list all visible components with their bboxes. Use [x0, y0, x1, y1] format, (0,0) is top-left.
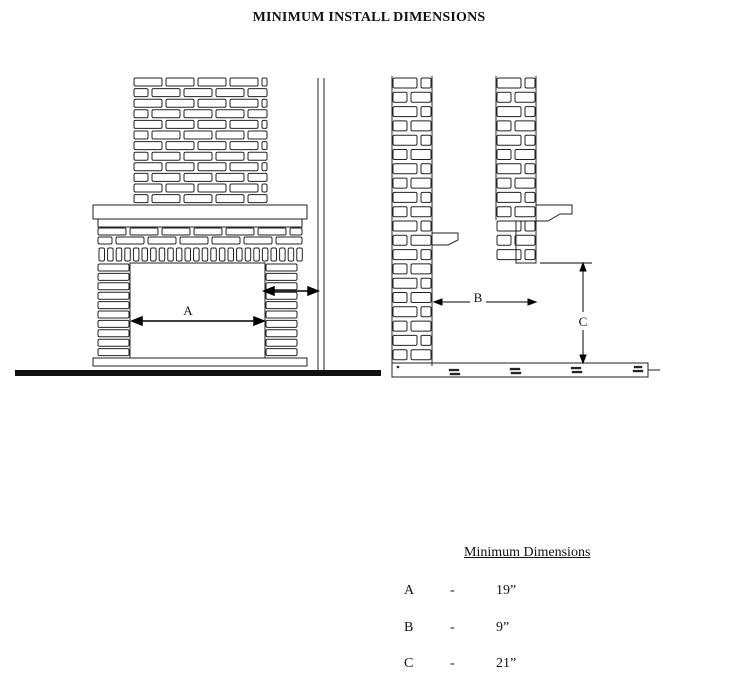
brick	[130, 228, 158, 235]
mantel-shelf	[93, 205, 307, 219]
aggregate-dot	[640, 366, 642, 368]
brick	[266, 320, 297, 327]
brick	[497, 121, 511, 131]
aggregate-dot	[511, 372, 513, 374]
brick	[134, 173, 148, 181]
brick	[262, 120, 267, 128]
brick	[152, 131, 180, 139]
brick	[230, 142, 258, 150]
aggregate-dot	[580, 371, 582, 373]
aggregate-dot	[571, 367, 573, 369]
hearth-step	[516, 221, 536, 263]
brick	[421, 221, 431, 231]
dentil	[108, 248, 114, 261]
brick	[184, 89, 212, 97]
dentil	[211, 248, 217, 261]
brick	[230, 78, 258, 86]
brick	[393, 350, 407, 360]
brick	[515, 207, 535, 217]
brick	[216, 152, 244, 160]
brick	[148, 237, 176, 244]
dentil	[228, 248, 234, 261]
brick	[248, 195, 267, 203]
aggregate-dot	[576, 371, 578, 373]
dentil	[159, 248, 165, 261]
brick	[98, 320, 129, 327]
brick	[258, 228, 286, 235]
brick	[421, 335, 431, 345]
aggregate-dot	[577, 367, 579, 369]
dentil	[125, 248, 131, 261]
brick	[166, 78, 194, 86]
aggregate-dot	[634, 366, 636, 368]
brick	[393, 150, 407, 160]
brick	[525, 221, 535, 231]
row-value: 21”	[496, 656, 517, 671]
dimension-label-b: B	[473, 290, 483, 305]
brick	[421, 78, 431, 88]
brick	[134, 78, 162, 86]
brick	[98, 311, 129, 318]
aggregate-dot	[457, 369, 459, 371]
aggregate-dot	[458, 373, 460, 375]
row-value: 19”	[496, 583, 517, 598]
row-key: C	[404, 656, 414, 671]
side-elevation-view	[392, 76, 660, 377]
brick	[266, 349, 297, 356]
brick	[393, 250, 417, 260]
brick	[184, 195, 212, 203]
brick	[411, 150, 431, 160]
brick	[116, 237, 144, 244]
aggregate-dot	[637, 370, 639, 372]
brick	[411, 207, 431, 217]
brick	[393, 135, 417, 145]
brick	[393, 121, 407, 131]
dentil	[168, 248, 174, 261]
brick	[262, 78, 267, 86]
aggregate-dot	[579, 367, 581, 369]
aggregate-dot	[455, 369, 457, 371]
brick	[497, 92, 511, 102]
brick	[421, 107, 431, 117]
brick	[248, 173, 267, 181]
brick	[216, 173, 244, 181]
dentil	[99, 248, 105, 261]
brick	[525, 192, 535, 202]
dimension-label-c: C	[578, 314, 588, 329]
aggregate-dot	[575, 367, 577, 369]
brick	[230, 163, 258, 171]
dentil	[288, 248, 294, 261]
brick	[421, 135, 431, 145]
brick	[393, 264, 407, 274]
dimension-c	[540, 263, 592, 363]
brick	[152, 110, 180, 118]
brick	[152, 89, 180, 97]
row-dash: -	[450, 656, 455, 671]
brick	[411, 235, 431, 245]
brick	[180, 237, 208, 244]
aggregate-dot	[578, 371, 580, 373]
brick	[198, 78, 226, 86]
brick	[152, 173, 180, 181]
brick	[198, 163, 226, 171]
brick	[98, 339, 129, 346]
dentil	[297, 248, 303, 261]
dentil	[202, 248, 208, 261]
brick	[98, 349, 129, 356]
left-column-brickwork	[393, 78, 431, 360]
page-title: MINIMUM INSTALL DIMENSIONS	[252, 10, 486, 25]
aggregate-dot	[636, 366, 638, 368]
brick	[421, 192, 431, 202]
chimney-brickwork	[134, 78, 267, 203]
hearth-base	[93, 358, 307, 366]
brick	[98, 330, 129, 337]
aggregate-dot	[572, 371, 574, 373]
brick	[152, 152, 180, 160]
row-dash: -	[450, 620, 455, 635]
brick	[393, 321, 407, 331]
dimension-b	[434, 299, 536, 305]
brick	[166, 142, 194, 150]
brick	[411, 321, 431, 331]
brick	[98, 237, 112, 244]
brick	[525, 78, 535, 88]
brick	[497, 135, 521, 145]
brick	[198, 184, 226, 192]
dentil	[271, 248, 277, 261]
brick	[184, 131, 212, 139]
brick	[266, 339, 297, 346]
brick	[262, 99, 267, 107]
brick	[262, 142, 267, 150]
brick	[216, 195, 244, 203]
left-shelf-bracket	[432, 233, 458, 245]
brick	[262, 184, 267, 192]
brick	[393, 307, 417, 317]
brick	[515, 150, 535, 160]
brick	[134, 110, 148, 118]
brick	[497, 207, 511, 217]
brick	[515, 178, 535, 188]
dentil	[151, 248, 157, 261]
brick	[393, 221, 417, 231]
brick	[244, 237, 272, 244]
brick	[393, 107, 417, 117]
dentil	[142, 248, 148, 261]
brick	[266, 264, 297, 271]
brick	[98, 292, 129, 299]
brick	[216, 89, 244, 97]
brick	[166, 163, 194, 171]
aggregate-dot	[453, 369, 455, 371]
brick	[198, 99, 226, 107]
brick	[421, 164, 431, 174]
dentil	[254, 248, 259, 261]
brick	[421, 250, 431, 260]
aggregate-dot	[452, 373, 454, 375]
brick	[134, 163, 162, 171]
brick	[497, 192, 521, 202]
brick	[497, 235, 511, 245]
table-row	[400, 656, 630, 676]
brick	[216, 110, 244, 118]
dentil-row	[99, 248, 302, 261]
brick	[134, 195, 148, 203]
brick	[421, 307, 431, 317]
brick	[497, 178, 511, 188]
brick	[98, 302, 129, 309]
brick	[166, 184, 194, 192]
brick	[393, 293, 407, 303]
aggregate-dot	[449, 369, 451, 371]
brick	[411, 92, 431, 102]
slab-aggregate	[397, 366, 643, 375]
brick	[184, 110, 212, 118]
brick	[248, 152, 267, 160]
aggregate-dot	[519, 372, 521, 374]
row-key: A	[404, 583, 415, 598]
floor-line	[15, 370, 381, 376]
aggregate-dot	[397, 366, 399, 368]
brick	[497, 164, 521, 174]
brick	[184, 173, 212, 181]
brick	[98, 264, 129, 271]
brick	[497, 150, 511, 160]
mantel-trim	[98, 219, 302, 227]
brick	[497, 250, 521, 260]
brick	[198, 120, 226, 128]
brick	[515, 121, 535, 131]
brick	[134, 131, 148, 139]
aggregate-dot	[451, 369, 453, 371]
dentil	[245, 248, 251, 261]
brick	[393, 207, 407, 217]
dentil	[176, 248, 182, 261]
aggregate-dot	[512, 368, 514, 370]
right-shelf-bracket	[536, 205, 572, 221]
row-key: B	[404, 620, 414, 635]
brick	[262, 163, 267, 171]
brick	[393, 235, 407, 245]
aggregate-dot	[573, 367, 575, 369]
brick	[393, 92, 407, 102]
aggregate-dot	[516, 368, 518, 370]
brick	[166, 120, 194, 128]
brick	[276, 237, 302, 244]
brick	[134, 120, 162, 128]
brick	[411, 264, 431, 274]
aggregate-dot	[456, 373, 458, 375]
brick	[248, 131, 267, 139]
brick	[525, 135, 535, 145]
brick	[497, 221, 521, 231]
brick	[230, 184, 258, 192]
aggregate-dot	[515, 372, 517, 374]
row-value: 9”	[496, 620, 510, 635]
brick	[134, 99, 162, 107]
table-heading: Minimum Dimensions	[464, 545, 591, 560]
aggregate-dot	[633, 370, 635, 372]
aggregate-dot	[635, 370, 637, 372]
brick	[525, 107, 535, 117]
aggregate-dot	[641, 370, 643, 372]
table-row	[400, 583, 630, 603]
brick	[266, 273, 297, 280]
brick	[525, 250, 535, 260]
brick	[166, 99, 194, 107]
dentil	[133, 248, 139, 261]
aggregate-dot	[518, 368, 520, 370]
brick	[184, 152, 212, 160]
aggregate-dot	[639, 370, 641, 372]
brick	[515, 235, 535, 245]
brick	[134, 89, 148, 97]
brick	[421, 278, 431, 288]
brick	[226, 228, 254, 235]
firebox-opening	[130, 263, 265, 358]
row-dash: -	[450, 583, 455, 598]
dentil	[280, 248, 286, 261]
dimension-label-a: A	[183, 303, 193, 318]
concrete-slab	[392, 363, 648, 377]
dentil	[185, 248, 191, 261]
brick	[393, 164, 417, 174]
brick	[134, 142, 162, 150]
brick	[212, 237, 240, 244]
brick	[98, 283, 129, 290]
brick	[411, 350, 431, 360]
brick	[266, 330, 297, 337]
brick	[248, 110, 267, 118]
aggregate-dot	[638, 366, 640, 368]
brick	[230, 99, 258, 107]
brick	[411, 178, 431, 188]
aggregate-dot	[517, 372, 519, 374]
brick	[230, 120, 258, 128]
brick	[393, 178, 407, 188]
dentil	[262, 248, 268, 261]
table-row	[400, 620, 630, 640]
brick	[266, 302, 297, 309]
brick	[393, 192, 417, 202]
brick	[152, 195, 180, 203]
brick	[194, 228, 222, 235]
brick	[393, 78, 417, 88]
aggregate-dot	[510, 368, 512, 370]
brick	[198, 142, 226, 150]
aggregate-dot	[450, 373, 452, 375]
aggregate-dot	[513, 372, 515, 374]
brick	[393, 335, 417, 345]
side-clearance-arrow	[264, 287, 318, 295]
dentil	[194, 248, 200, 261]
brick	[134, 184, 162, 192]
dentil	[237, 248, 243, 261]
brick	[411, 293, 431, 303]
aggregate-dot	[454, 373, 456, 375]
brick	[248, 89, 267, 97]
brick	[98, 273, 129, 280]
brick	[162, 228, 190, 235]
brick	[216, 131, 244, 139]
brick	[393, 278, 417, 288]
brick	[497, 107, 521, 117]
brick	[98, 228, 126, 235]
dentil	[116, 248, 122, 261]
brick	[290, 228, 302, 235]
front-elevation-view	[93, 78, 324, 372]
dentil	[219, 248, 225, 261]
brick	[266, 311, 297, 318]
brick	[525, 164, 535, 174]
aggregate-dot	[514, 368, 516, 370]
brick	[134, 152, 148, 160]
brick	[411, 121, 431, 131]
brick	[515, 92, 535, 102]
brick	[497, 78, 521, 88]
aggregate-dot	[574, 371, 576, 373]
